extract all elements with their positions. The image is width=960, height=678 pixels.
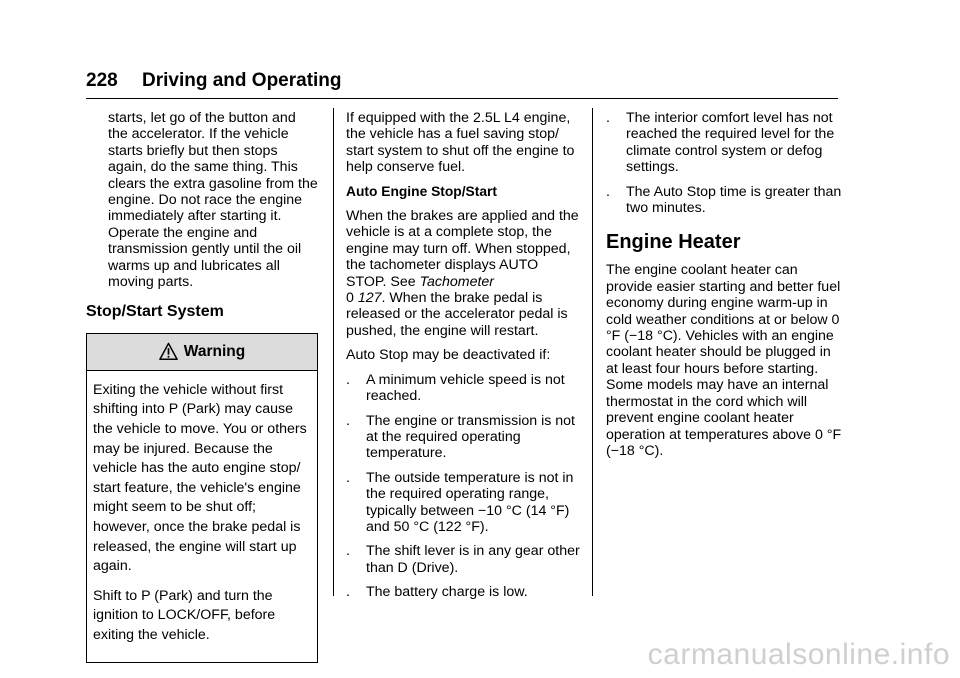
tachometer-page-ref[interactable]: 127 xyxy=(357,290,382,307)
list-item-text: The shift lever is in any gear other than D (Drive). xyxy=(366,543,580,576)
list-item xyxy=(346,470,582,536)
warning-paragraph-1: Exiting the vehicle without first shifting into P (Park) may cause the vehicle to move. You or others may be injured. Because the vehicle has the auto engine stop/ start feature, the vehicle's engine might seem to be shut off; however, once the brake pedal is released, the engine will start up again. xyxy=(93,381,307,575)
tachometer-reference-link[interactable]: Tachometer xyxy=(419,273,495,290)
list-item xyxy=(346,543,582,576)
column-2 xyxy=(346,110,582,609)
list-item-text: A minimum vehicle speed is not reached. xyxy=(366,371,565,405)
auto-stop-paragraph xyxy=(346,208,582,339)
continued-paragraph: starts, let go of the button and the accelerator. If the vehicle starts briefly but then stops again, do the same thing. This clears the extra gasoline from the engine. Do not race the engine immediately after starting it. Operate the engine and transmission gently until the oil warms up and lubricates all moving parts. xyxy=(108,110,318,291)
list-item xyxy=(346,413,582,462)
warning-header xyxy=(87,334,317,371)
list-item xyxy=(606,184,844,217)
bullet-mark: . xyxy=(606,183,610,200)
list-item-text: The interior comfort level has not reached the required level for the climate control system or defog settings. xyxy=(626,110,835,176)
list-item-text: The outside temperature is not in the required operating range, typically between −10 °C (14 °F) and 50 °C (122 °F). xyxy=(366,469,574,535)
warning-title: Warning xyxy=(183,342,246,360)
column-divider-2 xyxy=(592,108,593,596)
bullet-mark: . xyxy=(606,110,610,126)
header-rule xyxy=(86,98,838,99)
warning-paragraph-2: Shift to P (Park) and turn the ignition to LOCK/OFF, before exiting the vehicle. xyxy=(93,587,276,643)
column-3 xyxy=(606,110,844,467)
watermark: carmanualsonline.info xyxy=(647,638,950,671)
section-title: Driving and Operating xyxy=(142,70,342,91)
list-item-text: The battery charge is low. xyxy=(366,584,528,601)
column-divider-1 xyxy=(333,108,334,596)
auto-stop-text: When the brakes are applied and the vehicle is at a complete stop, the engine may turn off. When stopped, the tachometer displays AUTO STOP. See xyxy=(346,208,579,290)
list-item-text: The engine or transmission is not at the required operating temperature. xyxy=(366,412,575,462)
engine-heater-paragraph: The engine coolant heater can provide easier starting and better fuel economy during engine warm-up in cold weather conditions at or below 0 °F (−18 °C). Vehicles with an engine coolant heater should be plugged in at least four hours before starting. Some models may have an internal thermostat in the cord which will prevent engine coolant heater operation at temperatures above 0 °F (−18 °C). xyxy=(606,262,842,459)
page-header xyxy=(86,70,838,100)
list-item xyxy=(606,110,844,176)
list-item xyxy=(346,584,582,600)
warning-body xyxy=(87,371,317,662)
list-item-text: The Auto Stop time is greater than two minutes. xyxy=(626,183,842,217)
page-ref-icon: 0 xyxy=(346,290,354,307)
warning-triangle-icon xyxy=(159,342,178,361)
bullet-mark: . xyxy=(346,371,350,388)
intro-paragraph: If equipped with the 2.5L L4 engine, the vehicle has a fuel saving stop/ start system to shut off the engine to help conserve fuel. xyxy=(346,110,575,176)
list-item xyxy=(346,372,582,405)
warning-box xyxy=(86,333,318,663)
auto-stop-heading: Auto Engine Stop/Start xyxy=(346,183,497,199)
bullet-mark: . xyxy=(346,469,350,486)
column-1 xyxy=(86,110,318,663)
bullet-mark: . xyxy=(346,543,350,560)
engine-heater-heading: Engine Heater xyxy=(606,231,741,254)
deactivate-intro: Auto Stop may be deactivated if: xyxy=(346,347,551,364)
auto-stop-text-continued: . When the brake pedal is released or the accelerator pedal is pushed, the engine will restart. xyxy=(346,290,568,339)
stop-start-heading: Stop/Start System xyxy=(86,303,224,321)
bullet-mark: . xyxy=(346,584,350,601)
bullet-mark: . xyxy=(346,412,350,429)
page-number: 228 xyxy=(86,70,118,91)
